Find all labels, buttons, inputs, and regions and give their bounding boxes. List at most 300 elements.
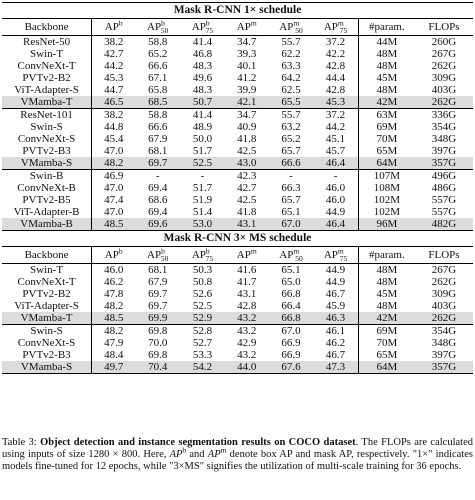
value-cell: 403G xyxy=(431,84,457,96)
value-cell: 47.4 xyxy=(104,194,124,206)
table-row xyxy=(2,36,473,49)
header-flops: FLOPs xyxy=(415,247,473,264)
header-row xyxy=(2,247,473,264)
value-cell: 46.1 xyxy=(313,325,358,338)
value-cell: 46.7 xyxy=(313,288,358,300)
table-row xyxy=(2,312,473,325)
value-cell: 47.0 xyxy=(104,145,124,157)
value-cell: 51.9 xyxy=(192,194,213,206)
header-ap-b50-base: AP xyxy=(147,21,162,33)
value-cell: 69M xyxy=(376,121,398,133)
value-cell: 55.7 xyxy=(269,109,314,122)
header-ap-b75-sub: 75 xyxy=(205,254,214,264)
value-cell: 66.3 xyxy=(281,182,301,194)
value-cell: 48.2 xyxy=(104,300,124,312)
header-ap-m-sup: m xyxy=(250,18,257,28)
backbone-cell: PVTv2-B3 xyxy=(2,349,92,361)
value-cell: 42.8 xyxy=(313,60,358,72)
backbone-cell: ViT-Adapter-S xyxy=(2,300,92,312)
header-ap-m xyxy=(225,19,269,36)
value-cell: 58.8 xyxy=(135,109,180,122)
value-cell: 46.8 xyxy=(192,48,213,60)
value-cell: 48.3 xyxy=(192,60,213,72)
table-row xyxy=(2,48,473,60)
value-cell: 45.7 xyxy=(313,145,358,157)
header-ap-m xyxy=(225,247,269,264)
value-cell: 48.3 xyxy=(192,84,213,96)
backbone-cell: Swin-T xyxy=(2,48,92,60)
value-cell: 108M xyxy=(373,182,400,194)
header-ap-b50 xyxy=(135,247,180,264)
header-ap-b75-base: AP xyxy=(191,21,206,33)
value-cell: 42.3 xyxy=(225,170,269,183)
value-cell: 66.6 xyxy=(148,60,168,72)
caption-and: and xyxy=(186,449,208,461)
value-cell: 403G xyxy=(431,300,457,312)
value-cell: 482G xyxy=(415,218,473,231)
backbone-cell: Swin-S xyxy=(2,121,92,133)
value-cell: 41.6 xyxy=(225,264,269,277)
value-cell: 357G xyxy=(415,157,473,170)
caption-part2: denote box AP and mask AP, respectively. "1×" indicates models fine-tuned for 12 epochs, while "3×MS" signifies the utilization of multi-scale training for 36 epochs. xyxy=(2,449,473,473)
table-row xyxy=(2,145,473,157)
value-cell: 43.1 xyxy=(237,288,257,300)
value-cell: 49.7 xyxy=(92,361,136,374)
backbone-cell: ResNet-101 xyxy=(2,109,92,122)
value-cell: 46.2 xyxy=(104,276,124,288)
value-cell: 65.1 xyxy=(269,264,314,277)
table-row xyxy=(2,133,473,145)
backbone-cell: PVTv2-B3 xyxy=(2,145,92,157)
value-cell: 50.7 xyxy=(180,96,225,109)
section-title-3x xyxy=(2,231,473,247)
value-cell: 42.8 xyxy=(237,300,257,312)
value-cell: 486G xyxy=(431,182,457,194)
value-cell: 41.7 xyxy=(237,276,257,288)
value-cell: 47.8 xyxy=(104,288,124,300)
header-row xyxy=(2,19,473,36)
value-cell: 65.2 xyxy=(148,48,168,60)
value-cell: 46.0 xyxy=(313,194,358,206)
caption-apb-sup: b xyxy=(182,445,187,455)
value-cell: 46.5 xyxy=(92,96,136,109)
value-cell: 63.3 xyxy=(281,60,301,72)
value-cell: 41.8 xyxy=(237,133,257,145)
header-ap-b xyxy=(92,247,136,264)
header-ap-b75-sup: b xyxy=(205,246,210,256)
header-ap-b xyxy=(92,19,136,36)
table-row xyxy=(2,361,473,374)
value-cell: - xyxy=(135,170,180,183)
caption-bold: Object detection and instance segmentation results on COCO dataset xyxy=(40,437,356,448)
backbone-cell: VMamba-T xyxy=(2,312,92,325)
value-cell: 41.2 xyxy=(237,72,257,84)
value-cell: 64M xyxy=(358,157,415,170)
value-cell: 41.8 xyxy=(237,206,257,218)
value-cell: 69.7 xyxy=(148,288,168,300)
value-cell: 48.2 xyxy=(92,325,136,338)
value-cell: 96M xyxy=(358,218,415,231)
value-cell: 51.7 xyxy=(192,145,213,157)
value-cell: 262G xyxy=(431,60,457,72)
caption-apm: AP xyxy=(207,449,221,461)
value-cell: - xyxy=(313,170,358,183)
header-ap-m50-sup: m xyxy=(293,246,300,256)
value-cell: 50.8 xyxy=(192,276,213,288)
value-cell: 48M xyxy=(376,300,398,312)
table-row xyxy=(2,170,473,183)
value-cell: 52.9 xyxy=(180,312,225,325)
value-cell: 46.2 xyxy=(313,337,358,349)
header-ap-b50-sup: b xyxy=(161,18,165,28)
backbone-cell: PVTv2-B5 xyxy=(2,194,92,206)
caption-label: Table 3: xyxy=(2,437,41,448)
header-ap-m75-sub: 75 xyxy=(339,254,348,264)
value-cell: 68.6 xyxy=(148,194,168,206)
table-row xyxy=(2,182,473,194)
value-cell: 43.2 xyxy=(225,312,269,325)
header-ap-m50 xyxy=(269,247,314,264)
value-cell: 34.7 xyxy=(225,109,269,122)
value-cell: 42.1 xyxy=(225,96,269,109)
value-cell: 65.8 xyxy=(148,84,168,96)
value-cell: 38.2 xyxy=(92,109,136,122)
header-ap-b75 xyxy=(180,19,225,36)
value-cell: 39.3 xyxy=(237,48,257,60)
table-row xyxy=(2,288,473,300)
value-cell: 557G xyxy=(431,206,457,218)
results-table-container xyxy=(2,2,473,374)
table-caption xyxy=(2,437,473,474)
value-cell: 66.6 xyxy=(269,157,314,170)
value-cell: 70M xyxy=(376,337,398,349)
value-cell: 65.7 xyxy=(281,145,301,157)
header-backbone: Backbone xyxy=(2,19,92,36)
value-cell: 34.7 xyxy=(225,36,269,49)
value-cell: 69.7 xyxy=(148,300,168,312)
value-cell: 46.9 xyxy=(92,170,136,183)
value-cell: 48M xyxy=(376,48,398,60)
table-row xyxy=(2,325,473,338)
value-cell: 48.4 xyxy=(104,349,124,361)
value-cell: 262G xyxy=(415,312,473,325)
value-cell: 46.4 xyxy=(313,218,358,231)
value-cell: 47.0 xyxy=(104,206,124,218)
value-cell: 42.2 xyxy=(313,48,358,60)
value-cell: 46.4 xyxy=(313,157,358,170)
value-cell: 397G xyxy=(431,349,457,361)
value-cell: 62.5 xyxy=(281,84,301,96)
header-ap-b-base: AP xyxy=(104,249,119,261)
value-cell: 69.9 xyxy=(135,312,180,325)
value-cell: 55.7 xyxy=(269,36,314,49)
value-cell: 52.5 xyxy=(192,300,213,312)
value-cell: 44.9 xyxy=(313,206,358,218)
table-row xyxy=(2,264,473,277)
value-cell: 40.9 xyxy=(237,121,257,133)
value-cell: 70.0 xyxy=(148,337,168,349)
value-cell: 67.0 xyxy=(269,325,314,338)
header-ap-m50-sup: m xyxy=(293,18,300,28)
header-ap-b50-sup: b xyxy=(161,246,165,256)
value-cell: 69.6 xyxy=(135,218,180,231)
header-ap-b-base: AP xyxy=(104,21,119,33)
backbone-cell: Swin-B xyxy=(2,170,92,183)
backbone-cell: ConvNeXt-B xyxy=(2,182,92,194)
value-cell: 54.2 xyxy=(180,361,225,374)
value-cell: 44.8 xyxy=(104,121,124,133)
value-cell: 68.5 xyxy=(135,96,180,109)
header-ap-m50-base: AP xyxy=(279,21,294,33)
value-cell: 348G xyxy=(431,133,457,145)
value-cell: 69.4 xyxy=(148,206,168,218)
value-cell: 70.4 xyxy=(135,361,180,374)
header-ap-m50-base: AP xyxy=(279,249,294,261)
value-cell: 48.2 xyxy=(92,157,136,170)
value-cell: 37.2 xyxy=(313,109,358,122)
table-row xyxy=(2,121,473,133)
value-cell: 43.1 xyxy=(225,218,269,231)
value-cell: 49.6 xyxy=(192,72,213,84)
value-cell: 48.9 xyxy=(192,121,213,133)
value-cell: 397G xyxy=(431,145,457,157)
value-cell: 69M xyxy=(358,325,415,338)
value-cell: 65.0 xyxy=(281,276,301,288)
value-cell: 39.9 xyxy=(237,84,257,96)
header-ap-m75-sup: m xyxy=(337,246,344,256)
value-cell: 67.0 xyxy=(269,218,314,231)
header-ap-m-sup: m xyxy=(250,246,257,256)
value-cell: 42.5 xyxy=(237,194,257,206)
backbone-cell: VMamba-T xyxy=(2,96,92,109)
value-cell: 66.4 xyxy=(281,300,301,312)
header-ap-m-base: AP xyxy=(236,21,251,33)
header-ap-m75 xyxy=(313,19,358,36)
header-backbone: Backbone xyxy=(2,247,92,264)
value-cell: 51.4 xyxy=(192,206,213,218)
value-cell: 62.2 xyxy=(281,48,301,60)
value-cell: 102M xyxy=(373,194,400,206)
backbone-cell: VMamba-S xyxy=(2,157,92,170)
value-cell: 107M xyxy=(358,170,415,183)
value-cell: 43.2 xyxy=(237,349,257,361)
value-cell: 336G xyxy=(415,109,473,122)
value-cell: 309G xyxy=(431,72,457,84)
value-cell: 48M xyxy=(376,276,398,288)
value-cell: 42.8 xyxy=(313,84,358,96)
section-title-3x-text: Mask R-CNN 3× MS schedule xyxy=(2,231,473,247)
table-row xyxy=(2,337,473,349)
value-cell: 45M xyxy=(376,288,398,300)
value-cell: 69.7 xyxy=(135,157,180,170)
header-flops: FLOPs xyxy=(415,19,473,36)
header-ap-m50-sub: 50 xyxy=(295,254,303,264)
value-cell: 69.8 xyxy=(135,325,180,338)
value-cell: 43.0 xyxy=(225,157,269,170)
table-row xyxy=(2,349,473,361)
header-ap-m50 xyxy=(269,19,314,36)
value-cell: 46.0 xyxy=(313,182,358,194)
backbone-cell: ConvNeXt-T xyxy=(2,276,92,288)
value-cell: 51.7 xyxy=(192,182,213,194)
header-ap-m75-sub: 75 xyxy=(339,26,348,36)
backbone-cell: Swin-T xyxy=(2,264,92,277)
value-cell: 262G xyxy=(415,96,473,109)
value-cell: 42.7 xyxy=(237,182,257,194)
header-ap-m75-base: AP xyxy=(323,249,338,261)
value-cell: 69.4 xyxy=(148,182,168,194)
results-table xyxy=(2,2,473,374)
value-cell: 309G xyxy=(431,288,457,300)
header-ap-m75 xyxy=(313,247,358,264)
header-ap-b50-sub: 50 xyxy=(160,26,169,36)
value-cell: 52.6 xyxy=(192,288,213,300)
table-row xyxy=(2,84,473,96)
value-cell: 45.3 xyxy=(313,96,358,109)
value-cell: 41.4 xyxy=(180,36,225,49)
header-ap-b50-base: AP xyxy=(147,249,162,261)
value-cell: 102M xyxy=(373,206,400,218)
value-cell: 44.0 xyxy=(225,361,269,374)
value-cell: 63.2 xyxy=(281,121,301,133)
value-cell: 65.7 xyxy=(281,194,301,206)
value-cell: 48M xyxy=(376,84,398,96)
header-ap-b-sup: b xyxy=(118,18,123,28)
value-cell: 267G xyxy=(431,48,457,60)
header-ap-m75-base: AP xyxy=(323,21,338,33)
table-row xyxy=(2,300,473,312)
value-cell: 66.8 xyxy=(269,312,314,325)
value-cell: 48.5 xyxy=(92,312,136,325)
header-ap-b-sup: b xyxy=(118,246,123,256)
table-row xyxy=(2,218,473,231)
value-cell: 69.8 xyxy=(148,349,168,361)
value-cell: 37.2 xyxy=(313,36,358,49)
value-cell: 67.1 xyxy=(148,72,168,84)
value-cell: 64.2 xyxy=(281,72,301,84)
value-cell: 44.2 xyxy=(313,121,358,133)
backbone-cell: ViT-Adapter-S xyxy=(2,84,92,96)
value-cell: 63M xyxy=(358,109,415,122)
value-cell: 42.5 xyxy=(237,145,257,157)
value-cell: 68.1 xyxy=(148,145,168,157)
value-cell: 66.9 xyxy=(281,349,301,361)
value-cell: 42.7 xyxy=(104,48,124,60)
backbone-cell: PVTv2-B2 xyxy=(2,72,92,84)
value-cell: 44.9 xyxy=(313,264,358,277)
value-cell: 58.8 xyxy=(135,36,180,49)
value-cell: 45.9 xyxy=(313,300,358,312)
value-cell: 65.5 xyxy=(269,96,314,109)
table-row xyxy=(2,194,473,206)
value-cell: 53.0 xyxy=(180,218,225,231)
table-row xyxy=(2,72,473,84)
section-title-1x xyxy=(2,3,473,19)
header-ap-b50 xyxy=(135,19,180,36)
section-title-1x-text: Mask R-CNN 1× schedule xyxy=(2,3,473,19)
header-ap-b75-sup: b xyxy=(205,18,210,28)
backbone-cell: ResNet-50 xyxy=(2,36,92,49)
value-cell: 46.7 xyxy=(313,349,358,361)
value-cell: 357G xyxy=(415,361,473,374)
value-cell: 38.2 xyxy=(92,36,136,49)
value-cell: 65.2 xyxy=(281,133,301,145)
caption-part1: . The FLOPs are calculated using inputs of size 1280 × 800. Here, xyxy=(2,437,473,461)
header-ap-b50-sub: 50 xyxy=(160,254,169,264)
caption-apb: AP xyxy=(169,449,183,461)
value-cell: - xyxy=(269,170,314,183)
table-row xyxy=(2,206,473,218)
value-cell: 43.2 xyxy=(225,325,269,338)
value-cell: 66.9 xyxy=(281,337,301,349)
backbone-cell: ConvNeXt-T xyxy=(2,60,92,72)
header-param: #param. xyxy=(358,19,415,36)
value-cell: 52.8 xyxy=(180,325,225,338)
value-cell: 44.7 xyxy=(104,84,124,96)
header-ap-m75-sup: m xyxy=(337,18,344,28)
value-cell: 48.5 xyxy=(92,218,136,231)
value-cell: 48M xyxy=(358,264,415,277)
value-cell: - xyxy=(180,170,225,183)
table-row xyxy=(2,109,473,122)
value-cell: 45.3 xyxy=(104,72,124,84)
value-cell: 67.9 xyxy=(148,276,168,288)
value-cell: 50.0 xyxy=(192,133,213,145)
value-cell: 46.0 xyxy=(92,264,136,277)
header-ap-m-base: AP xyxy=(236,249,251,261)
value-cell: 46.3 xyxy=(313,312,358,325)
value-cell: 67.6 xyxy=(269,361,314,374)
value-cell: 64M xyxy=(358,361,415,374)
header-ap-m50-sub: 50 xyxy=(295,26,303,36)
backbone-cell: VMamba-B xyxy=(2,218,92,231)
header-param: #param. xyxy=(358,247,415,264)
value-cell: 44.2 xyxy=(104,60,124,72)
value-cell: 50.3 xyxy=(180,264,225,277)
backbone-cell: Swin-S xyxy=(2,325,92,338)
value-cell: 557G xyxy=(431,194,457,206)
value-cell: 67.9 xyxy=(148,133,168,145)
value-cell: 354G xyxy=(415,325,473,338)
value-cell: 45M xyxy=(376,72,398,84)
value-cell: 47.9 xyxy=(104,337,124,349)
caption-apm-sup: m xyxy=(220,445,227,455)
header-ap-b75 xyxy=(180,247,225,264)
value-cell: 42M xyxy=(358,312,415,325)
value-cell: 42M xyxy=(358,96,415,109)
value-cell: 40.1 xyxy=(237,60,257,72)
value-cell: 52.7 xyxy=(192,337,213,349)
value-cell: 45.1 xyxy=(313,133,358,145)
backbone-cell: ViT-Adapter-B xyxy=(2,206,92,218)
table-row xyxy=(2,60,473,72)
value-cell: 70M xyxy=(376,133,398,145)
value-cell: 44.4 xyxy=(313,72,358,84)
backbone-cell: VMamba-S xyxy=(2,361,92,374)
value-cell: 47.3 xyxy=(313,361,358,374)
value-cell: 44.9 xyxy=(313,276,358,288)
value-cell: 53.3 xyxy=(192,349,213,361)
value-cell: 45.4 xyxy=(104,133,124,145)
value-cell: 68.1 xyxy=(135,264,180,277)
value-cell: 262G xyxy=(431,276,457,288)
value-cell: 260G xyxy=(415,36,473,49)
value-cell: 496G xyxy=(415,170,473,183)
header-ap-b75-sub: 75 xyxy=(205,26,214,36)
value-cell: 65.1 xyxy=(281,206,301,218)
value-cell: 66.8 xyxy=(281,288,301,300)
table-row xyxy=(2,157,473,170)
